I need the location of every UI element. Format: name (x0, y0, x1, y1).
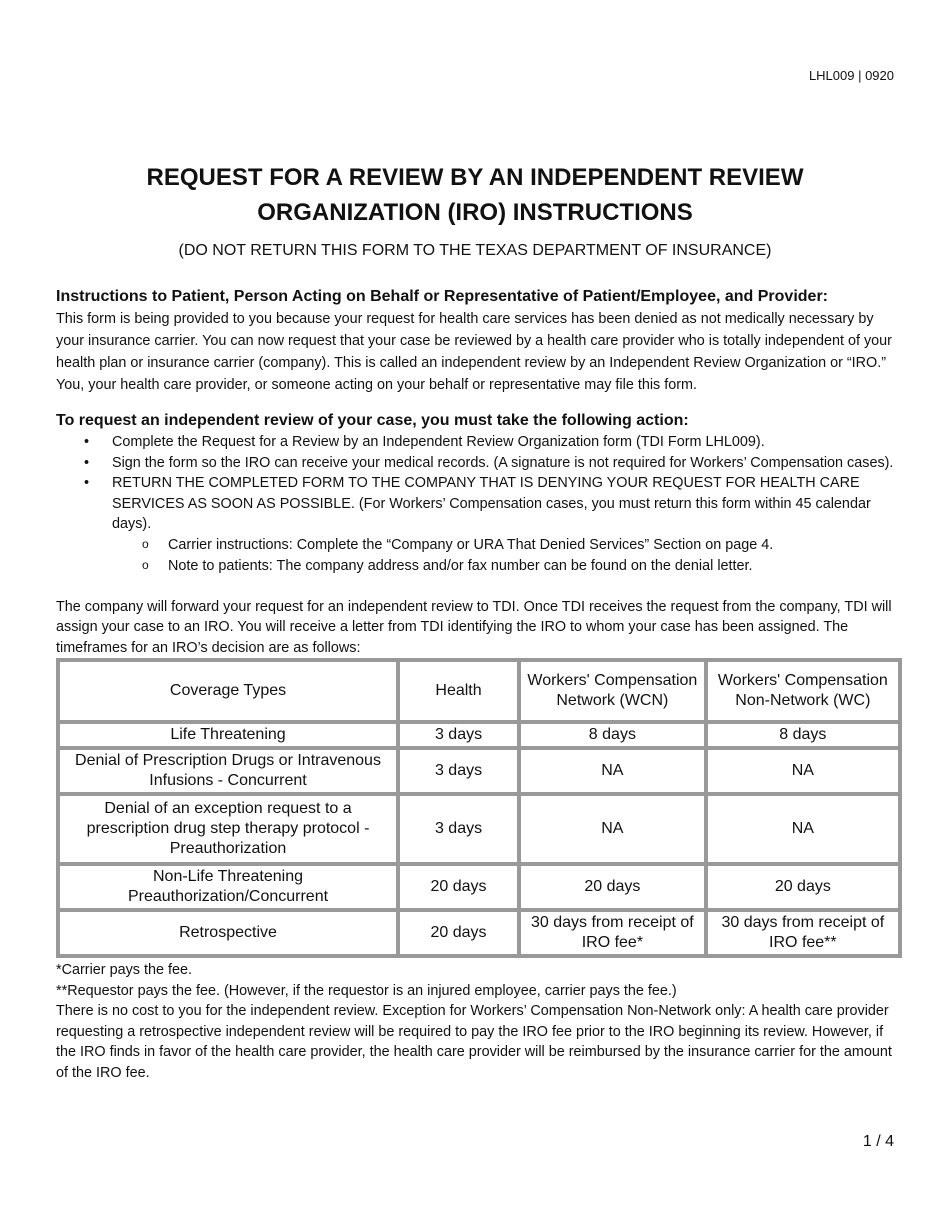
table-row (58, 748, 900, 794)
title-line-1: REQUEST FOR A REVIEW BY AN INDEPENDENT REVIEW (146, 164, 804, 191)
table-cell: Denial of Prescription Drugs or Intravenous Infusions - Concurrent (58, 748, 398, 794)
table-cell: 8 days (706, 722, 900, 748)
table-row (58, 722, 900, 748)
list-item: • Complete the Request for a Review by an Independent Review Organization form (TDI Form LHL009). (56, 432, 900, 453)
table-cell: NA (706, 748, 900, 794)
table-cell: NA (706, 794, 900, 864)
list-item: • Sign the form so the IRO can receive your medical records. (A signature is not required for Workers’ Compensation cases). (56, 453, 900, 474)
table-cell: 3 days (398, 722, 519, 748)
header-cell: Health (398, 660, 519, 722)
document-body (56, 286, 900, 1083)
cost-paragraph: There is no cost to you for the independent review. Exception for Workers’ Compensation Non-Network only: A health care provider requesting a retrospective independent review will be required to pay the IRO fee prior to the IRO beginning its review. However, if the IRO finds in favor of the health care provider, the health care provider will be reimbursed by the insurance carrier for the amount of the IRO fee. (56, 1003, 892, 1081)
footnote-requestor: **Requestor pays the fee. (However, if the requestor is an injured employee, carrier pays the fee.) (56, 982, 677, 999)
instructions-paragraph: This form is being provided to you because your request for health care services has been denied as not medically necessary by your insurance carrier. You can now request that your case be reviewed by a health care provider who is totally independent of your health plan or insurance carrier (company). This is called an independent review by an Independent Review Organization or “IRO.” You, your health care provider, or someone acting on your behalf or representative may file this form. (56, 311, 892, 393)
table-cell: 20 days (398, 910, 519, 956)
header-cell: Coverage Types (58, 660, 398, 722)
sub-list-item: o Carrier instructions: Complete the “Company or URA That Denied Services” Section on page 4. (56, 535, 900, 556)
table-cell: 30 days from receipt of IRO fee* (519, 910, 706, 956)
table-row (58, 910, 900, 956)
page-title (0, 160, 950, 230)
footnote-carrier: *Carrier pays the fee. (56, 962, 192, 978)
page-subtitle: (DO NOT RETURN THIS FORM TO THE TEXAS DEPARTMENT OF INSURANCE) (178, 242, 772, 259)
table-row (58, 794, 900, 864)
header-cell: Workers' Compensation Network (WCN) (519, 660, 706, 722)
table-notes (56, 960, 900, 1083)
table-cell: 20 days (519, 864, 706, 910)
table-cell: Retrospective (58, 910, 398, 956)
table-header-row (58, 660, 900, 722)
table-cell: NA (519, 748, 706, 794)
action-list (56, 432, 900, 535)
title-line-2: ORGANIZATION (IRO) INSTRUCTIONS (257, 199, 693, 226)
action-heading: To request an independent review of your case, you must take the following action: (56, 412, 689, 429)
header-cell: Workers' Compensation Non-Network (WC) (706, 660, 900, 722)
table-cell: 8 days (519, 722, 706, 748)
forward-paragraph: The company will forward your request for an independent review to TDI. Once TDI receives the request from the company, TDI will assign your case to an IRO. You will receive a letter from TDI identifying the IRO to whom your case has been assigned. The timeframes for an IRO’s decision are as follows: (56, 598, 892, 656)
table-cell: Non-Life Threatening Preauthorization/Concurrent (58, 864, 398, 910)
form-id: LHL009 | 0920 (808, 68, 894, 83)
table-row (58, 864, 900, 910)
table-cell: 30 days from receipt of IRO fee** (706, 910, 900, 956)
instructions-heading: Instructions to Patient, Person Acting on Behalf or Representative of Patient/Employee, and Provider: (56, 288, 828, 305)
table-cell: 3 days (398, 748, 519, 794)
table-cell: Life Threatening (58, 722, 398, 748)
sub-action-list (56, 535, 900, 577)
table-cell: 3 days (398, 794, 519, 864)
table-cell: NA (519, 794, 706, 864)
sub-list-item: o Note to patients: The company address and/or fax number can be found on the denial letter. (56, 556, 900, 577)
page-number: 1 / 4 (862, 1133, 894, 1150)
table-cell: 20 days (398, 864, 519, 910)
table-cell: Denial of an exception request to a prescription drug step therapy protocol - Preauthorization (58, 794, 398, 864)
timeframes-table (56, 658, 902, 958)
list-item: • RETURN THE COMPLETED FORM TO THE COMPANY THAT IS DENYING YOUR REQUEST FOR HEALTH CARE SERVICES AS SOON AS POSSIBLE. (For Workers’ Compensation cases, you must return this form within 45 calendar days). (56, 473, 900, 535)
table-cell: 20 days (706, 864, 900, 910)
